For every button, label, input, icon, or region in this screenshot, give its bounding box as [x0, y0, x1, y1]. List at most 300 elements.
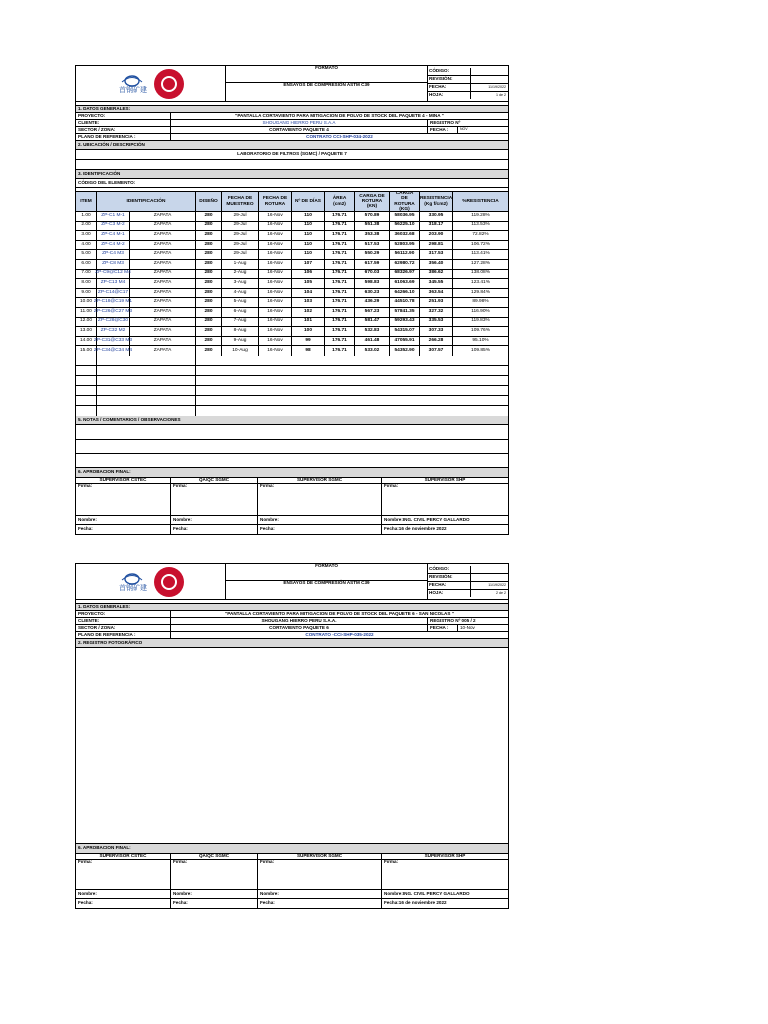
diseno-cell: 280	[196, 212, 222, 221]
role-cstec: SUPERVISOR CSTEC	[76, 854, 171, 859]
identificacion-cell: ZP-C4 M3	[97, 250, 130, 259]
svg-text:首钢矿建: 首钢矿建	[118, 85, 147, 94]
fecha-rotura-cell: 16-Nov	[259, 327, 292, 336]
revision-value	[471, 574, 508, 581]
col-item: ITEM	[76, 192, 97, 211]
diseno-cell: 280	[196, 289, 222, 298]
resistencia-cell: 327.32	[420, 308, 453, 317]
dias-cell: 100	[292, 327, 325, 336]
results-table	[76, 192, 508, 416]
role-shp: SUPERVISOR SHP	[424, 853, 466, 859]
nombre-cstec: Nombre:	[76, 890, 171, 898]
shougang-logo-icon	[118, 75, 147, 94]
item-cell: 1.00	[76, 212, 97, 221]
resistencia-cell: 330.95	[420, 212, 453, 221]
col-resistencia: RESISTENCIA (Kg f/cm2)	[420, 192, 453, 211]
diseno-cell: 280	[196, 231, 222, 240]
diseno-cell: 280	[196, 318, 222, 327]
area-cell: 176.71	[325, 279, 355, 288]
fecha-qaqc: Fecha:	[171, 525, 258, 534]
identificacion-cell: ZP-C28@C30	[97, 318, 130, 327]
fecha-label: FECHA:	[428, 84, 471, 91]
role-shp: SUPERVISOR SHP	[424, 477, 466, 483]
elemento-cell: ZAPATA	[130, 270, 196, 279]
diseno-cell: 280	[196, 270, 222, 279]
carga-kn-cell: 617.59	[355, 260, 390, 269]
elemento-cell: ZAPATA	[130, 298, 196, 307]
porcentaje-cell: 109.76%	[471, 328, 490, 334]
dias-cell: 99	[292, 337, 325, 346]
elemento-cell: ZAPATA	[130, 327, 196, 336]
nombre-shp: Nombre:ING. CIVIL PERCY GALLARDO	[384, 890, 470, 896]
resistencia-cell: 318.17	[420, 222, 453, 231]
document-title: ENSAYOS DE COMPRESIÓN ASTM C39	[283, 580, 370, 585]
dias-cell: 110	[292, 250, 325, 259]
identificacion-cell: ZP-C4 M-1	[97, 231, 130, 240]
item-cell: 4.00	[76, 241, 97, 250]
photo-area	[76, 648, 508, 844]
item-cell: 15.00	[76, 346, 97, 356]
identificacion-cell: ZP-C4 M-2	[97, 241, 130, 250]
carga-kg-cell: 56112.90	[390, 250, 420, 259]
fecha-muestreo-cell: 29-Jul	[222, 250, 259, 259]
section-notas: 5. NOTAS / COMENTARIOS / OBSERVACIONES	[78, 416, 181, 422]
identificacion-cell: ZP-C32 M2	[97, 327, 130, 336]
carga-kn-cell: 517.53	[355, 241, 390, 250]
revision-value	[471, 76, 508, 83]
diseno-cell: 280	[196, 250, 222, 259]
identificacion-cell: ZP-C34@C34 M4	[97, 346, 130, 356]
porcentaje-cell: 127.28%	[471, 260, 490, 266]
carga-kn-cell: 550.29	[355, 250, 390, 259]
nombre-qaqc: Nombre:	[171, 890, 258, 898]
cliente-value: SHOUGANG HIERRO PERU S.A.A	[171, 120, 428, 126]
table-header	[76, 192, 508, 212]
item-cell: 8.00	[76, 279, 97, 288]
dias-cell: 102	[292, 308, 325, 317]
carga-kn-cell: 570.89	[355, 212, 390, 221]
diseno-cell: 280	[196, 308, 222, 317]
logos	[76, 564, 226, 599]
table-row	[76, 337, 508, 347]
revision-label: REVISIÓN:	[428, 76, 471, 83]
table-row	[76, 289, 508, 299]
porcentaje-cell: 109.85%	[471, 347, 490, 353]
carga-kg-cell: 62980.72	[390, 260, 420, 269]
elemento-cell: ZAPATA	[130, 346, 196, 356]
section-datos-generales: 1. DATOS GENERALES:	[78, 105, 131, 111]
fecha-rotura-cell: 16-Nov	[259, 270, 292, 279]
carga-kg-cell: 56225.10	[390, 222, 420, 231]
carga-kg-cell: 54315.07	[390, 327, 420, 336]
firma-cstec: Firma:	[76, 860, 171, 889]
fecha-rotura-cell: 16-Nov	[259, 289, 292, 298]
col-fecha-rotura: FECHA DE ROTURA	[259, 192, 292, 211]
sheet-header	[76, 66, 508, 102]
fecha-rotura-cell: 16-Nov	[259, 212, 292, 221]
logos	[76, 66, 226, 101]
fecha-value: 11/19/2022	[488, 84, 506, 89]
elemento-cell: ZAPATA	[130, 337, 196, 346]
diseno-cell: 280	[196, 298, 222, 307]
fecha-muestreo-cell: 9-Aug	[222, 337, 259, 346]
fecha-value: 11/19/2022	[488, 582, 506, 587]
fecha-rotura-cell: 16-Nov	[259, 250, 292, 259]
elemento-cell: ZAPATA	[130, 222, 196, 231]
fecha-muestreo-cell: 29-Jul	[222, 222, 259, 231]
porcentaje-cell: 119.28%	[471, 212, 490, 218]
format-label: FORMATO	[226, 66, 427, 83]
table-row	[76, 250, 508, 260]
firma-shp: Firma:	[384, 859, 399, 864]
col-diseno: DISEÑO	[196, 192, 222, 211]
porcentaje-cell: 119.83%	[471, 318, 490, 324]
role-qaqc: QA/QC SGMC	[171, 854, 258, 859]
hoja-label: HOJA:	[428, 590, 471, 597]
identificacion-cell: ZP-C18@C19 M1	[97, 298, 130, 307]
fecha-label: FECHA:	[428, 582, 471, 589]
ref-value: CONTRATO -CCI-SHP-035-2022	[305, 631, 374, 637]
elemento-cell: ZAPATA	[130, 260, 196, 269]
hoja-value: 1 de 2	[496, 92, 506, 97]
col-carga-kg: CARGA DE ROTURA (KG)	[390, 192, 420, 211]
dias-cell: 110	[292, 212, 325, 221]
nombre-cstec: Nombre:	[76, 516, 171, 524]
porcentaje-cell: 72.82%	[472, 232, 489, 238]
dias-cell: 107	[292, 260, 325, 269]
carga-kg-cell: 52803.95	[390, 241, 420, 250]
dias-cell: 110	[292, 231, 325, 240]
area-cell: 176.71	[325, 241, 355, 250]
table-row	[76, 346, 508, 356]
elemento-cell: ZAPATA	[130, 318, 196, 327]
table-row	[76, 212, 508, 222]
document-title: ENSAYOS DE COMPRESIÓN ASTM C39	[283, 82, 370, 87]
fecha-muestreo-cell: 10-Aug	[222, 346, 259, 356]
table-row	[76, 231, 508, 241]
cliente-label: CLIENTE:	[76, 120, 171, 126]
identificacion-cell: ZP-C14@C17	[97, 289, 130, 298]
elemento-cell: ZAPATA	[130, 231, 196, 240]
section-datos-generales: 1. DATOS GENERALES:	[78, 603, 131, 609]
section-aprobacion: 6. APROBACION FINAL:	[78, 469, 131, 475]
firma-sgmc: Firma:	[258, 860, 382, 889]
resistencia-cell: 266.28	[420, 337, 453, 346]
carga-kg-cell: 44510.78	[390, 298, 420, 307]
resistencia-cell: 307.57	[420, 346, 453, 356]
resistencia-cell: 356.40	[420, 260, 453, 269]
revision-label: REVISIÓN:	[428, 574, 471, 581]
dias-cell: 110	[292, 241, 325, 250]
fecha-rotura-cell: 16-Nov	[259, 222, 292, 231]
carga-kn-cell: 567.23	[355, 308, 390, 317]
fecha-muestreo-cell: 5-Aug	[222, 298, 259, 307]
section-aprobacion: 6. APROBACION FINAL:	[78, 845, 131, 851]
item-cell: 14.00	[76, 337, 97, 346]
codigo-value	[471, 566, 508, 573]
fecha-muestreo-cell: 4-Aug	[222, 289, 259, 298]
fecha-qaqc: Fecha:	[171, 899, 258, 908]
proyecto-label: PROYECTO:	[76, 113, 171, 119]
carga-kg-cell: 57841.35	[390, 308, 420, 317]
firma-qaqc: Firma:	[171, 860, 258, 889]
identificacion-cell: ZP-C13 M4	[97, 279, 130, 288]
carga-kn-cell: 436.29	[355, 298, 390, 307]
fecha-cstec: Fecha:	[76, 525, 171, 534]
porcentaje-cell: 89.98%	[472, 299, 489, 305]
ref-value: CONTRATO CCI-SHP-034-2022	[306, 133, 373, 139]
area-cell: 176.71	[325, 222, 355, 231]
section-registro-fotografico: 2. REGISTRO FOTOGRÁFICO	[78, 639, 143, 645]
table-row	[76, 308, 508, 318]
diseno-cell: 280	[196, 327, 222, 336]
porcentaje-cell: 106.72%	[471, 241, 490, 247]
carga-kn-cell: 630.23	[355, 289, 390, 298]
area-cell: 176.71	[325, 270, 355, 279]
area-cell: 176.71	[325, 212, 355, 221]
ref-label: PLANO DE REFERENCIA :	[76, 134, 171, 140]
carga-kn-cell: 551.38	[355, 222, 390, 231]
sector-value: CORTAVIENTO PAQUETE 6	[171, 625, 428, 631]
item-cell: 9.00	[76, 289, 97, 298]
fecha-rotura-cell: 16-Nov	[259, 260, 292, 269]
porcentaje-cell: 129.84%	[471, 289, 490, 295]
table-row	[76, 241, 508, 251]
codigo-label: CÓDIGO:	[428, 566, 471, 573]
carga-kg-cell: 54352.90	[390, 346, 420, 356]
resistencia-cell: 345.55	[420, 279, 453, 288]
fecha-rotura-cell: 16-Nov	[259, 231, 292, 240]
diseno-cell: 280	[196, 260, 222, 269]
fecha-rotura-cell: 16-Nov	[259, 279, 292, 288]
fecha-muestreo-cell: 29-Jul	[222, 231, 259, 240]
area-cell: 176.71	[325, 289, 355, 298]
resistencia-cell: 363.54	[420, 289, 453, 298]
sector-value: CORTAVIENTO PAQUETE 4	[171, 127, 428, 133]
fecha-general-label: FECHA :	[428, 127, 458, 133]
fecha-muestreo-cell: 6-Aug	[222, 308, 259, 317]
carga-kn-cell: 670.03	[355, 270, 390, 279]
table-row	[76, 222, 508, 232]
carga-kg-cell: 58036.95	[390, 212, 420, 221]
carga-kn-cell: 581.47	[355, 318, 390, 327]
codigo-value	[471, 68, 508, 75]
firma-cstec: Firma:	[76, 484, 171, 515]
ubicacion-text: LABORATORIO DE FILTROS (SGMC) / PAQUETE 7	[237, 151, 347, 157]
diseno-cell: 280	[196, 222, 222, 231]
fecha-rotura-cell: 16-Nov	[259, 241, 292, 250]
carga-kg-cell: 59293.43	[390, 318, 420, 327]
col-dias: Nº DE DÍAS	[292, 192, 325, 211]
fecha-shp: Fecha:16 de noviembre 2022	[384, 526, 447, 532]
fecha-rotura-cell: 16-Nov	[259, 337, 292, 346]
dias-cell: 105	[292, 279, 325, 288]
proyecto-label: PROYECTO:	[76, 611, 171, 617]
fecha-rotura-cell: 16-Nov	[259, 346, 292, 356]
carga-kg-cell: 68326.97	[390, 270, 420, 279]
resistencia-cell: 335.53	[420, 318, 453, 327]
diseno-cell: 280	[196, 241, 222, 250]
fecha-rotura-cell: 16-Nov	[259, 298, 292, 307]
nombre-qaqc: Nombre:	[171, 516, 258, 524]
elemento-cell: ZAPATA	[130, 250, 196, 259]
carga-kn-cell: 533.02	[355, 346, 390, 356]
fecha-muestreo-cell: 8-Aug	[222, 327, 259, 336]
fecha-general-value: NOV	[460, 127, 468, 132]
diseno-cell: 280	[196, 337, 222, 346]
area-cell: 176.71	[325, 346, 355, 356]
diseno-cell: 280	[196, 346, 222, 356]
identificacion-cell: ZP-C26@C27 M3	[97, 308, 130, 317]
resistencia-cell: 317.53	[420, 250, 453, 259]
company-seal-icon	[154, 567, 184, 597]
item-cell: 10.00	[76, 298, 97, 307]
role-qaqc: QA/QC SGMC	[171, 478, 258, 483]
firma-sgmc: Firma:	[258, 484, 382, 515]
carga-kn-cell: 598.83	[355, 279, 390, 288]
dias-cell: 101	[292, 318, 325, 327]
hoja-value: 2 de 2	[496, 590, 506, 595]
resistencia-cell: 203.90	[420, 231, 453, 240]
item-cell: 5.00	[76, 250, 97, 259]
item-cell: 12.00	[76, 318, 97, 327]
firma-qaqc: Firma:	[171, 484, 258, 515]
identificacion-cell: ZP-C1 M-1	[97, 212, 130, 221]
table-row	[76, 270, 508, 280]
resistencia-cell: 251.93	[420, 298, 453, 307]
carga-kg-cell: 47055.91	[390, 337, 420, 346]
fecha-cstec: Fecha:	[76, 899, 171, 908]
table-row	[76, 327, 508, 337]
col-porcentaje: %RESISTENCIA	[453, 192, 508, 211]
cliente-label: CLIENTE:	[76, 618, 171, 624]
company-seal-icon	[154, 69, 184, 99]
identificacion-cell: ZP-C9@C12 M4	[97, 270, 130, 279]
elemento-cell: ZAPATA	[130, 289, 196, 298]
section-identificacion: 3. IDENTIFICACIÓN	[78, 170, 121, 176]
codigo-label: CÓDIGO:	[428, 68, 471, 75]
area-cell: 176.71	[325, 327, 355, 336]
fecha-muestreo-cell: 3-Aug	[222, 279, 259, 288]
dias-cell: 106	[292, 270, 325, 279]
fecha-sgmc: Fecha:	[258, 525, 382, 534]
sector-label: SECTOR / ZONA:	[76, 127, 171, 133]
svg-text:首钢矿建: 首钢矿建	[118, 583, 147, 592]
area-cell: 176.71	[325, 260, 355, 269]
resistencia-cell: 307.33	[420, 327, 453, 336]
diseno-cell: 280	[196, 279, 222, 288]
proyecto-value: "PANTALLA CORTAVIENTO PARA MITIGACION DE POLVO DE STOCK DEL PAQUETE 4 - MINA "	[235, 112, 444, 118]
fecha-general-label: FECHA :	[428, 625, 458, 631]
col-area: ÁREA (cm2)	[325, 192, 355, 211]
col-fecha-muestreo: FECHA DE MUESTREO	[222, 192, 259, 211]
elemento-cell: ZAPATA	[130, 212, 196, 221]
fecha-muestreo-cell: 7-Aug	[222, 318, 259, 327]
porcentaje-cell: 138.08%	[471, 270, 490, 276]
nombre-shp: Nombre:ING. CIVIL PERCY GALLARDO	[384, 516, 470, 522]
cliente-value: SHOUGANG HIERRO PERU S.A.A.	[171, 618, 428, 624]
fecha-shp: Fecha:16 de noviembre 2022	[384, 900, 447, 906]
area-cell: 176.71	[325, 318, 355, 327]
table-row	[76, 279, 508, 289]
registro-label: REGISTRO Nº 005 / 2	[430, 617, 476, 623]
form-sheet-1	[75, 65, 509, 535]
form-sheet-2	[75, 563, 509, 909]
fecha-muestreo-cell: 2-Aug	[222, 270, 259, 279]
shougang-logo-icon	[118, 573, 147, 592]
format-label: FORMATO	[226, 564, 427, 581]
registro-label: REGISTRO Nº	[430, 119, 461, 125]
fecha-rotura-cell: 16-Nov	[259, 308, 292, 317]
identificacion-cell: ZP-C3 M-2	[97, 222, 130, 231]
role-sgmc: SUPERVISOR SGMC	[258, 478, 382, 483]
fecha-muestreo-cell: 29-Jul	[222, 212, 259, 221]
proyecto-value: "PANTALLA CORTAVIENTO PARA MITIGACION DE POLVO DE STOCK DEL PAQUETE 6 - SAN NICOLAS "	[225, 610, 454, 616]
dias-cell: 98	[292, 346, 325, 356]
carga-kn-cell: 461.48	[355, 337, 390, 346]
area-cell: 176.71	[325, 231, 355, 240]
carga-kg-cell: 64266.10	[390, 289, 420, 298]
area-cell: 176.71	[325, 308, 355, 317]
fecha-sgmc: Fecha:	[258, 899, 382, 908]
hoja-label: HOJA:	[428, 92, 471, 99]
item-cell: 7.00	[76, 270, 97, 279]
carga-kn-cell: 532.83	[355, 327, 390, 336]
resistencia-cell: 386.62	[420, 270, 453, 279]
nombre-sgmc: Nombre:	[258, 516, 382, 524]
item-cell: 2.00	[76, 222, 97, 231]
section-ubicacion: 2. UBICACIÓN / DESCRIPCIÓN	[78, 141, 145, 147]
area-cell: 176.71	[325, 298, 355, 307]
role-cstec: SUPERVISOR CSTEC	[76, 478, 171, 483]
item-cell: 6.00	[76, 260, 97, 269]
dias-cell: 104	[292, 289, 325, 298]
fecha-rotura-cell: 16-Nov	[259, 318, 292, 327]
sector-label: SECTOR / ZONA:	[76, 625, 171, 631]
nombre-sgmc: Nombre:	[258, 890, 382, 898]
dias-cell: 110	[292, 222, 325, 231]
fecha-muestreo-cell: 29-Jul	[222, 241, 259, 250]
elemento-cell: ZAPATA	[130, 279, 196, 288]
item-cell: 13.00	[76, 327, 97, 336]
identificacion-cell: ZP-C31@C33 M3	[97, 337, 130, 346]
carga-kn-cell: 353.38	[355, 231, 390, 240]
porcentaje-cell: 113.53%	[471, 222, 490, 228]
elemento-cell: ZAPATA	[130, 241, 196, 250]
carga-kg-cell: 61063.69	[390, 279, 420, 288]
elemento-cell: ZAPATA	[130, 308, 196, 317]
item-cell: 11.00	[76, 308, 97, 317]
col-identificacion: IDENTIFICACIÓN	[97, 192, 196, 211]
area-cell: 176.71	[325, 250, 355, 259]
porcentaje-cell: 123.41%	[471, 280, 490, 286]
table-row	[76, 260, 508, 270]
role-sgmc: SUPERVISOR SGMC	[258, 854, 382, 859]
identificacion-cell: ZP-C8 M3	[97, 260, 130, 269]
col-carga-kn: CARGA DE ROTURA (KN)	[355, 192, 390, 211]
table-row	[76, 298, 508, 308]
porcentaje-cell: 113.41%	[471, 251, 490, 257]
carga-kg-cell: 36032.68	[390, 231, 420, 240]
area-cell: 176.71	[325, 337, 355, 346]
dias-cell: 103	[292, 298, 325, 307]
table-row	[76, 318, 508, 328]
firma-shp: Firma:	[384, 482, 399, 488]
ref-label: PLANO DE REFERENCIA :	[76, 632, 171, 638]
sheet-header	[76, 564, 508, 600]
porcentaje-cell: 95.10%	[472, 337, 489, 343]
fecha-muestreo-cell: 1-Aug	[222, 260, 259, 269]
